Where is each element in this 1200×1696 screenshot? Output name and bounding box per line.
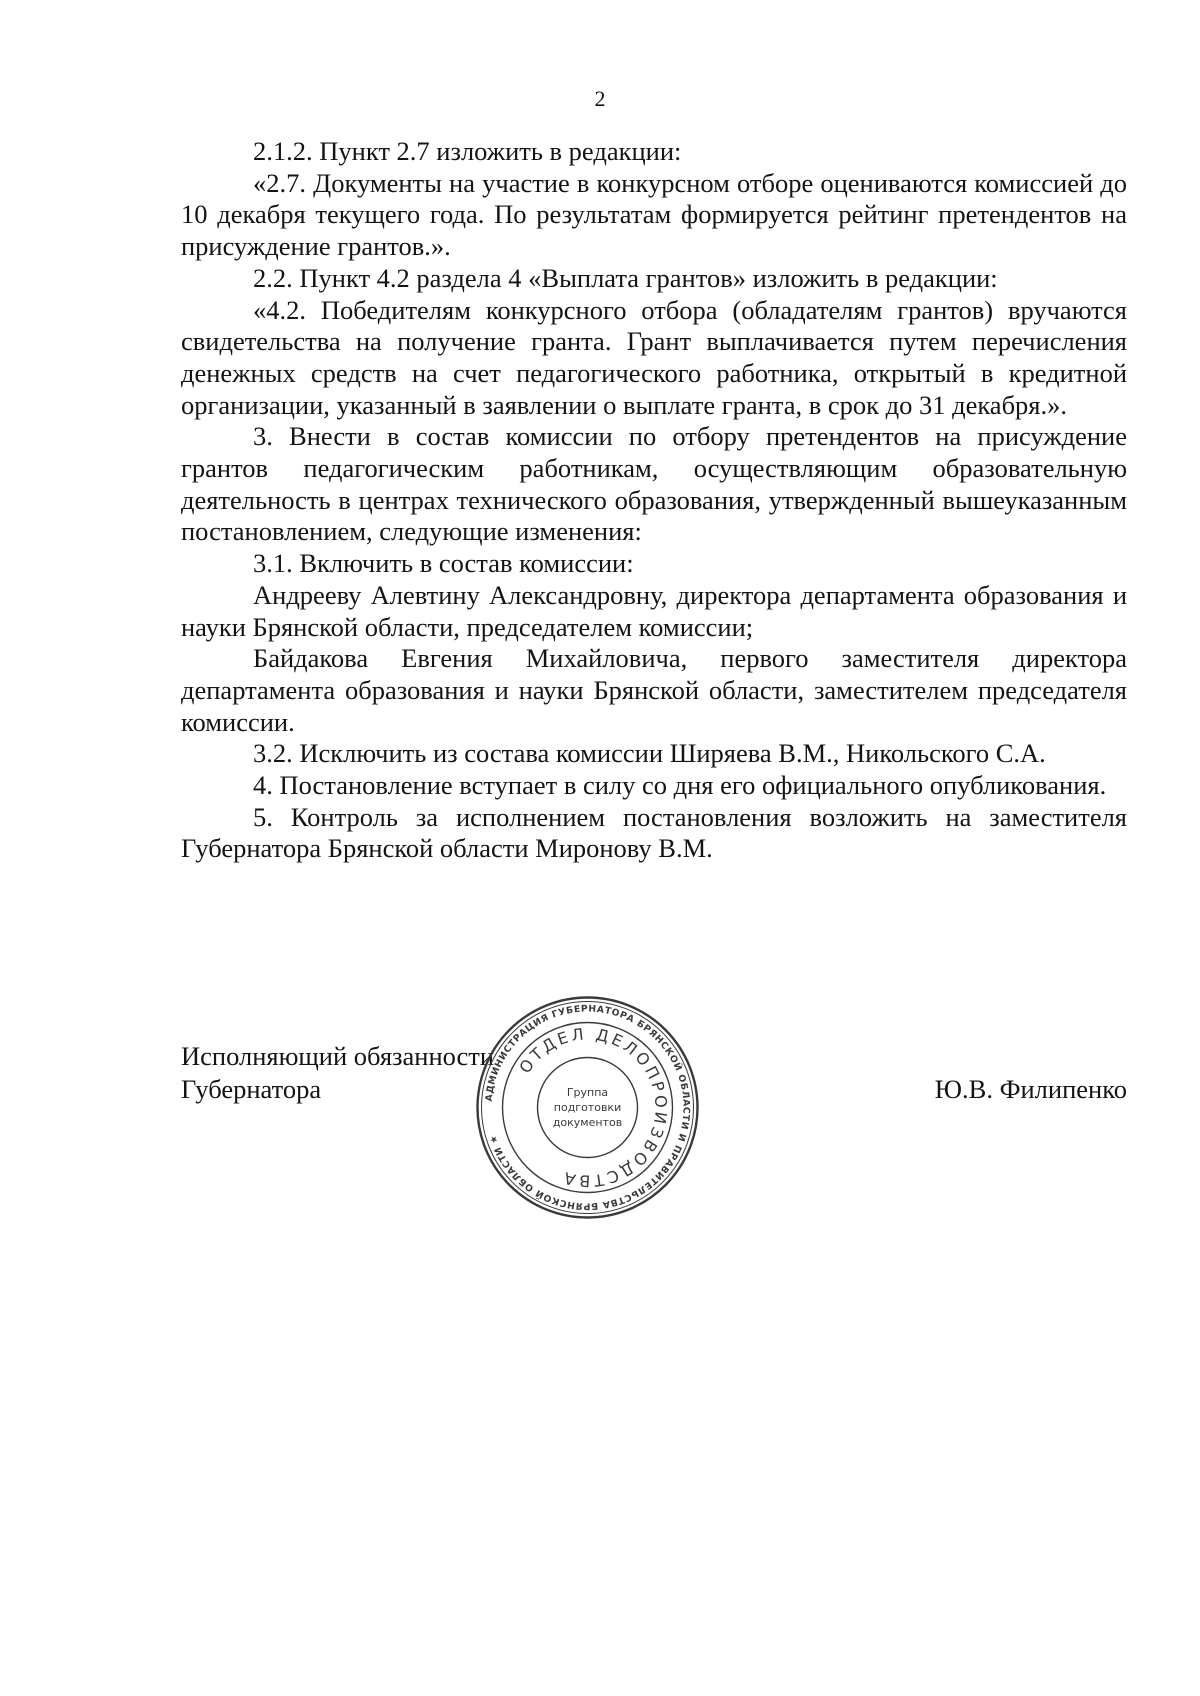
paragraph-andreeva: Андрееву Алевтину Александровну, директора департамента образования и науки Брянской области, председателем комиссии;: [181, 579, 1127, 642]
paragraph-quote-4-2: «4.2. Победителям конкурсного отбора (обладателям грантов) вручаются свидетельства на получение гранта. Грант выплачивается путем перечисления денежных средств на счет педагогического работника, открытый в кредитной организации, указанный в заявлении о выплате гранта, в срок до 31 декабря.».: [181, 294, 1127, 420]
paragraph-3-2: 3.2. Исключить из состава комиссии Ширяева В.М., Никольского С.А.: [253, 738, 1046, 769]
paragraph-5: 5. Контроль за исполнением постановления возложить на заместителя Губернатора Брянской области Миронову В.М.: [181, 801, 1127, 864]
paragraph-4: 4. Постановление вступает в силу со дня его официального опубликования.: [253, 770, 1107, 801]
paragraph-3: 3. Внести в состав комиссии по отбору претендентов на присуждение грантов педагогическим работникам, осуществляющим образовательную деятельность в центрах технического образования, утвержденный вышеуказанным постановлением, следующие изменения:: [181, 421, 1127, 547]
paragraph-quote-2-7: «2.7. Документы на участие в конкурсном отборе оцениваются комиссией до 10 декабря текущего года. По результатам формируется рейтинг претендентов на присуждение грантов.».: [181, 167, 1127, 262]
document-body: [181, 136, 1127, 865]
stamp-center-line-1: Группа: [566, 1086, 609, 1099]
stamp-middle-textpath: ОТДЕЛ ДЕЛОПРОИЗВОДСТВА: [515, 1024, 671, 1191]
signatory-title: [181, 1040, 494, 1106]
paragraph-3-1: 3.1. Включить в состав комиссии:: [253, 548, 634, 579]
stamp-center-line-3: документов: [552, 1116, 623, 1129]
signatory-name: Ю.В. Филипенко: [934, 1074, 1127, 1104]
signatory-title-line-2: Губернатора: [181, 1074, 322, 1104]
signatory-title-line-1: Исполняющий обязанности: [181, 1041, 495, 1071]
stamp-outer-textpath: АДМИНИСТРАЦИЯ ГУБЕРНАТОРА БРЯНСКОЙ ОБЛАСТИ И ПРАВИТЕЛЬСТВА БРЯНСКОЙ ОБЛАСТИ ★: [483, 1003, 692, 1212]
page-number: 2: [594, 86, 606, 111]
paragraph-2-1-2: 2.1.2. Пункт 2.7 изложить в редакции:: [253, 136, 682, 166]
stamp-center-line-2: подготовки: [553, 1101, 622, 1114]
paragraph-2-2: 2.2. Пункт 4.2 раздела 4 «Выплата грантов» изложить в редакции:: [253, 262, 998, 293]
paragraph-baydakov: Байдакова Евгения Михайловича, первого заместителя директора департамента образования и науки Брянской области, заместителем председателя комиссии.: [181, 643, 1127, 737]
official-stamp: [475, 995, 700, 1220]
